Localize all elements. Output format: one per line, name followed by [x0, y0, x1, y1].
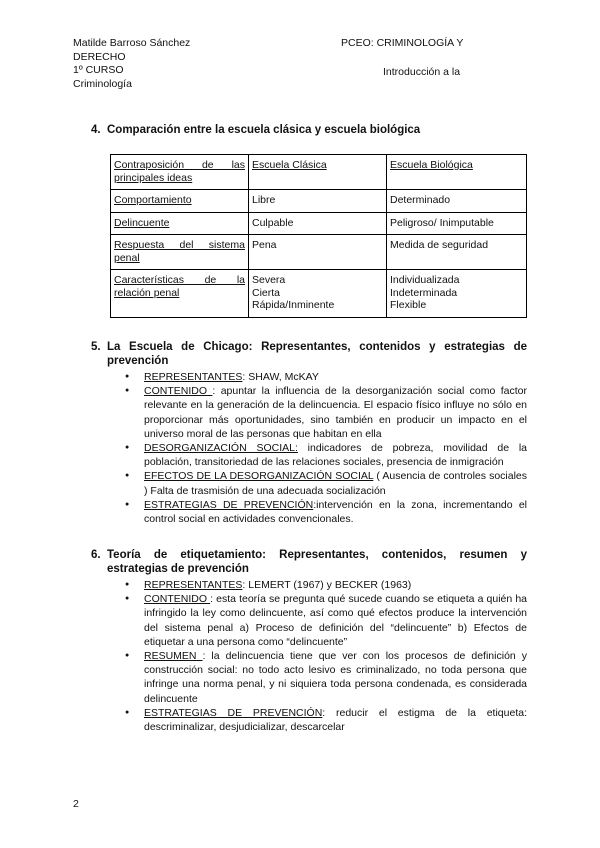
header-author-block: [73, 37, 313, 91]
header-subject-cont: Criminología: [73, 77, 132, 90]
section-6: [91, 549, 527, 734]
list-item: ● EFECTOS DE LA DESORGANIZACIÓN SOCIAL ( Ausencia de controles sociales ) Falta de trasmisión de una adecuada socialización: [121, 469, 527, 497]
header-program: PCEO: CRIMINOLOGÍA Y: [341, 37, 464, 49]
list-item: ● CONTENIDO : esta teoría se pregunta qué sucede cuando se etiqueta a quién ha infringido la ley como delincuente, así como qué efectos produce la intervención del sistema penal a) Proceso de definición del “delincuente” b) Efectos de etiquetar a una persona como “delincuente”: [121, 592, 527, 649]
table-cell: Individualizada Indeterminada Flexible: [387, 270, 527, 318]
section-5-heading: [91, 341, 527, 368]
table-cell: Determinado: [387, 190, 527, 213]
list-item: ● REPRESENTANTES: SHAW, McKAY: [121, 370, 527, 384]
section-number: 5.: [91, 341, 101, 353]
header-author: Matilde Barroso Sánchez: [73, 37, 191, 49]
table-row-label: Delincuente: [111, 212, 249, 235]
table-row: [111, 235, 527, 270]
table-header-cell: Escuela Biológica: [387, 155, 527, 190]
table-cell: Peligroso/ Inimputable: [387, 212, 527, 235]
section-5-list: [121, 370, 527, 526]
table-cell: Pena: [249, 235, 387, 270]
table-row-label: Comportamiento: [111, 190, 249, 213]
table-header-cell: Contraposición de las principales ideas: [111, 155, 249, 190]
list-item: ● RESUMEN : la delincuencia tiene que ver con los procesos de definición y construcción social: no todo acto lesivo es criminalizado, no toda persona que infringe una norma penal, y ni siquiera toda persona condenada, es considerada delincuente: [121, 649, 527, 706]
section-title: Teoría de etiquetamiento: Representantes, contenidos, resumen y estrategias de prevención: [107, 549, 527, 575]
table-row: [111, 212, 527, 235]
section-4-heading: [91, 124, 527, 138]
table-cell: Medida de seguridad: [387, 235, 527, 270]
table-row: [111, 270, 527, 318]
header-course: 1º CURSO: [73, 64, 124, 76]
list-item: ● CONTENIDO : apuntar la influencia de la desorganización social como factor relevante en la generación de la delincuencia. El espacio físico influye no sólo en proporcionar más oportunidades, sino también en producir un impacto en el universo moral de las personas que habitan en ella: [121, 384, 527, 441]
table-row-label: Respuesta del sistema penal: [111, 235, 249, 270]
list-item: ● ESTRATEGIAS DE PREVENCIÓN:intervención en la zona, incrementando el control social en actividades convencionales.: [121, 498, 527, 526]
table-row-label: Características de la relación penal: [111, 270, 249, 318]
section-6-list: [121, 578, 527, 734]
section-number: 6.: [91, 549, 101, 561]
page-number: 2: [73, 798, 79, 810]
section-6-heading: [91, 549, 527, 576]
list-item: ● REPRESENTANTES: LEMERT (1967) y BECKER (1963): [121, 578, 527, 592]
list-item: ● ESTRATEGIAS DE PREVENCIÓN: reducir el estigma de la etiqueta: descriminalizar, desjudicializar, descarcelar: [121, 706, 527, 734]
header-degree: DERECHO: [73, 50, 126, 63]
section-number: 4.: [91, 124, 101, 136]
section-title: Comparación entre la escuela clásica y escuela biológica: [107, 124, 421, 136]
section-5: [91, 341, 527, 526]
table-cell: Severa Cierta Rápida/Inminente: [249, 270, 387, 318]
table-header-cell: Escuela Clásica: [249, 155, 387, 190]
header-subject: Introducción a la: [383, 66, 461, 78]
list-item: ● DESORGANIZACIÓN SOCIAL: indicadores de pobreza, movilidad de la población, transitoriedad de las relaciones sociales, presencia de inmigración: [121, 441, 527, 469]
section-title: La Escuela de Chicago: Representantes, contenidos y estrategias de prevención: [107, 341, 527, 367]
comparison-table: [110, 154, 527, 318]
table-header-row: [111, 155, 527, 190]
table-row: [111, 190, 527, 213]
table-cell: Culpable: [249, 212, 387, 235]
table-cell: Libre: [249, 190, 387, 213]
